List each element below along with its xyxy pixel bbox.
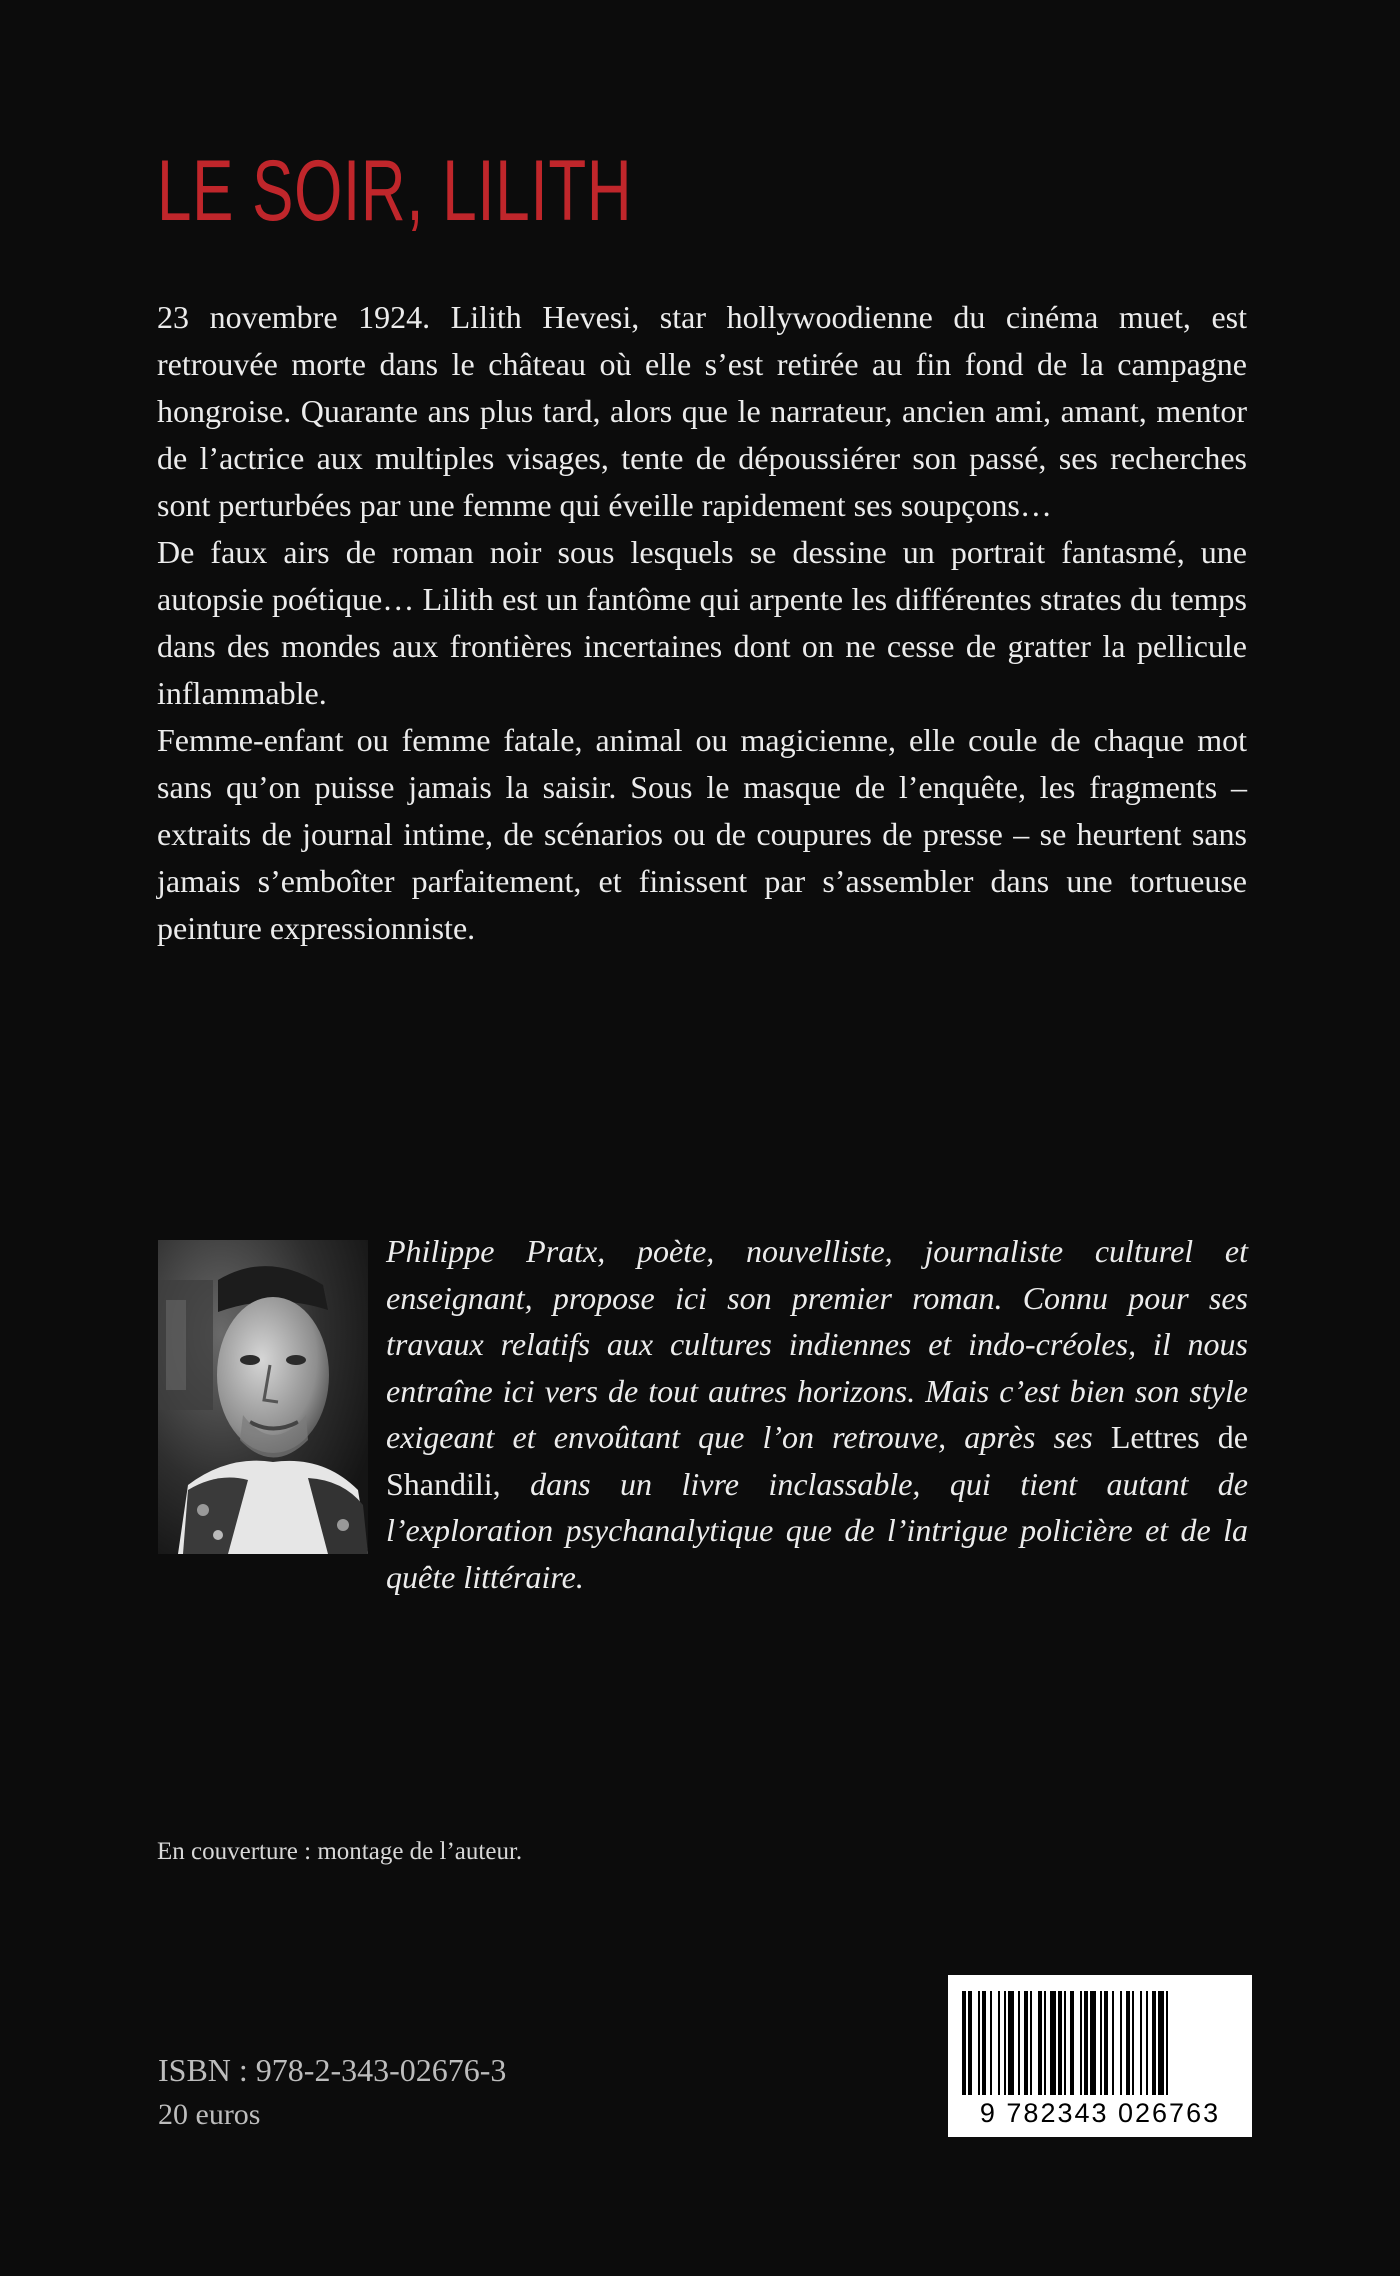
barcode-number: 9 782343 026763 <box>979 2098 1221 2128</box>
author-portrait-image <box>158 1240 368 1554</box>
barcode-bars-icon <box>962 1991 1238 2095</box>
synopsis-paragraph: De faux airs de roman noir sous lesquels se dessine un portrait fantasmé, une autopsie poétique… Lilith est un fantôme qui arpente les différentes strates du temps dans des mondes aux frontières incertaines dont on ne cesse de gratter la pellicule inflammable. <box>157 534 1247 711</box>
synopsis-paragraph: Femme-enfant ou femme fatale, animal ou magicienne, elle coule de chaque mot sans qu’on puisse jamais la saisir. Sous le masque de l’enquête, les fragments – extraits de journal intime, de scénarios ou de coupures de presse – se heurtent sans jamais s’emboîter parfaitement, et finissent par s’assembler dans une tortueuse peinture expressionniste. <box>157 722 1247 946</box>
author-bio-text: Philippe Pratx, poète, nouvelliste, journaliste culturel et enseignant, propose ici son premier roman. Connu pour ses travaux relatifs aux cultures indiennes et indo-créoles, il nous entraîne ici vers de tout autres horizons. Mais c’est bien son style exigeant et envoûtant que l’on retrouve, après ses <box>386 1233 1248 1455</box>
author-bio-text: dans un livre inclassable, qui tient autant de l’exploration psychanalytique que de l’intrigue policière et de la quête littéraire. <box>386 1465 1248 1595</box>
author-bio <box>386 1228 1248 1600</box>
author-previous-work: Lettres de Shandili, <box>386 1419 1249 1502</box>
cover-credit: En couverture : montage de l’auteur. <box>157 1838 523 1865</box>
price: 20 euros <box>158 2098 261 2131</box>
synopsis <box>157 294 1247 952</box>
isbn: ISBN : 978-2-343-02676-3 <box>158 2052 507 2088</box>
synopsis-paragraph: 23 novembre 1924. Lilith Hevesi, star hollywoodienne du cinéma muet, est retrouvée morte dans le château où elle s’est retirée au fin fond de la campagne hongroise. Quarante ans plus tard, alors que le narrateur, ancien ami, amant, mentor de l’actrice aux multiples visages, tente de dépoussiérer son passé, ses recherches sont perturbées par une femme qui éveille rapidement ses soupçons… <box>157 299 1247 523</box>
author-photo <box>158 1240 368 1554</box>
barcode <box>948 1975 1252 2137</box>
book-title: LE SOIR, LILITH <box>157 143 633 239</box>
